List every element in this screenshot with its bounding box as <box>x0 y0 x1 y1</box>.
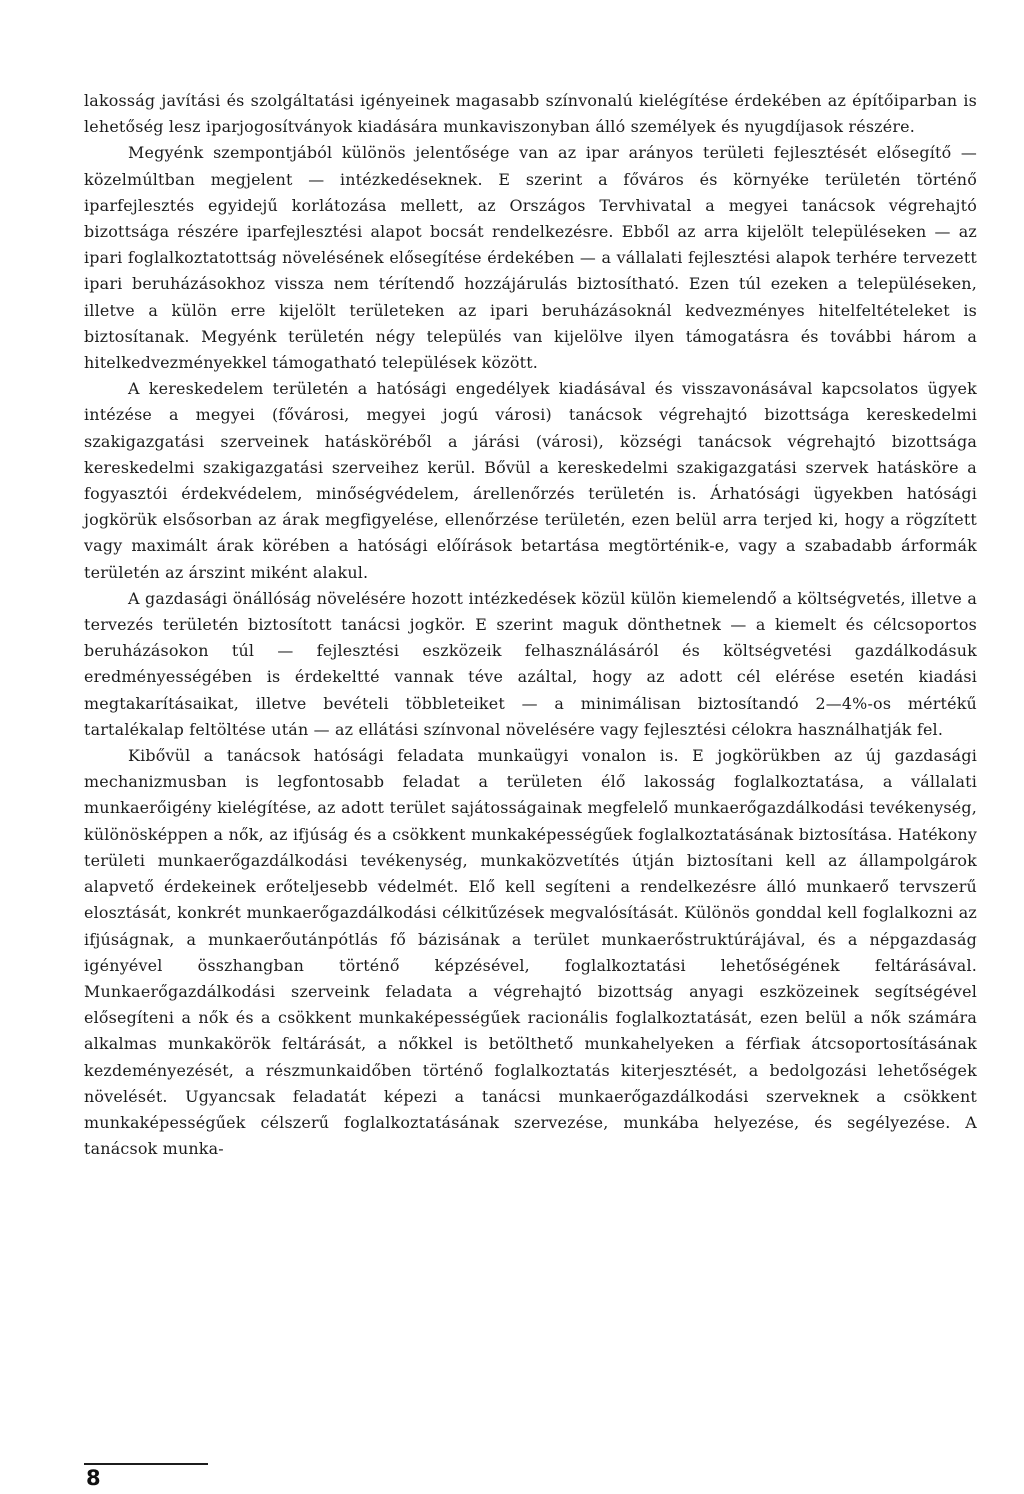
footer-rule <box>84 1463 208 1465</box>
paragraph-1: lakosság javítási és szolgáltatási igényeinek magasabb színvonalú kielégítése érdekében az építőiparban is lehetőség lesz iparjogosítványok kiadására munkaviszonyban álló személyek és nyugdíjasok részére. <box>84 91 977 137</box>
paragraph-4: A gazdasági önállóság növelésére hozott intézkedések közül külön kiemelendő a költségvetés, illetve a tervezés területén biztosított tanácsi jogkör. E szerint maguk dönthetnek — a kiemelt és célcsoportos beruházásokon túl — fejlesztési eszközeik felhasználásáról és költségvetési gazdálkodásuk eredményességében is érdekeltté vannak téve azáltal, hogy az adott cél elérése esetén kiadási megtakarításaikat, illetve bevételi többleteiket — a minimálisan biztosítandó 2—4%-os mértékű tartalékalap feltöltése után — az ellátási színvonal növelésére vagy fejlesztési célokra használhatják fel. <box>84 588 977 739</box>
paragraph-5: Kibővül a tanácsok hatósági feladata munkaügyi vonalon is. E jogkörükben az új gazdasági mechanizmusban is legfontosabb feladat a területen élő lakosság foglalkoztatása, a vállalati munkaerőigény kielégítése, az adott terület sajátosságainak megfelelő munkaerőgazdálkodási tevékenység, különösképpen a nők, az ifjúság és a csökkent munkaképességűek foglalkoztatásának biztosítása. Hatékony területi munkaerőgazdálkodási tevékenység, munkaközvetítés útján biztosítani kell az állampolgárok alapvető érdekeinek erőteljesebb védelmét. Elő kell segíteni a rendelkezésre álló munkaerő tervszerű elosztását, konkrét munkaerőgazdálkodási célkitűzések megvalósítását. Különös gonddal kell foglalkozni az ifjúságnak, a munkaerőutánpótlás fő bázisának a terület munkaerőstruktúrájával, és a népgazdaság igényével összhangban történő képzésével, foglalkoztatási lehetőségének feltárásával. Munkaerőgazdálkodási szerveink feladata a végrehajtó bizottság anyagi eszközeinek segítségével elősegíteni a nők és a csökkent munkaképességűek racionális foglalkoztatását, ezen belül a nők számára alkalmas munkakörök feltárását, a nőkkel is betölthető munkahelyeken a férfiak átcsoportosításának kezdeményezését, a részmunkaidőben történő foglalkoztatás kiterjesztését, a bedolgozási lehetőségek növelését. Ugyancsak feladatát képezi a tanácsi munkaerőgazdálkodási szerveknek a csökkent munkaképességűek célszerű foglalkoztatásának szervezése, munkába helyezése, és segélyezése. A tanácsok munka- <box>84 746 977 1159</box>
page-number: 8 <box>86 1466 101 1490</box>
paragraph-2: Megyénk szempontjából különös jelentősége van az ipar arányos területi fejlesztését elősegítő — közelmúltban megjelent — intézkedéseknek. E szerint a főváros és környéke területén történő iparfejlesztés egyidejű korlátozása mellett, az Országos Tervhivatal a megyei tanácsok végrehajtó bizottsága részére iparfejlesztési alapot bocsát rendelkezésre. Ebből az arra kijelölt településeken — az ipari foglalkoztatottság növelésének elősegítése érdekében — a vállalati fejlesztési alapok terhére tervezett ipari beruházásokhoz vissza nem térítendő hozzájárulás biztosítható. Ezen túl ezeken a településeken, illetve a külön erre kijelölt területeken az ipari beruházásoknál kedvezményes hitelfeltételeket is biztosítanak. Megyénk területén négy település van kijelölve ilyen támogatásra és további három a hitelkedvezményekkel támogatható települések között. <box>84 143 977 373</box>
paragraph-3: A kereskedelem területén a hatósági engedélyek kiadásával és visszavonásával kapcsolatos ügyek intézése a megyei (fővárosi, megyei jogú városi) tanácsok végrehajtó bizottsága kereskedelmi szakigazgatási szerveinek hatásköréből a járási (városi), községi tanácsok végrehajtó bizottsága kereskedelmi szakigazgatási szerveihez kerül. Bővül a kereskedelmi szakigazgatási szervek hatásköre a fogyasztói érdekvédelem, minőségvédelem, árellenőrzés területén is. Árhatósági ügyekben hatósági jogkörük elsősorban az árak megfigyelése, ellenőrzése területén, ezen belül arra terjed ki, hogy a rögzített vagy maximált árak körében a hatósági előírások betartása megtörténik-e, vagy a szabadabb árformák területén az árszint miként alakul. <box>84 379 977 582</box>
page-body <box>84 88 977 1162</box>
